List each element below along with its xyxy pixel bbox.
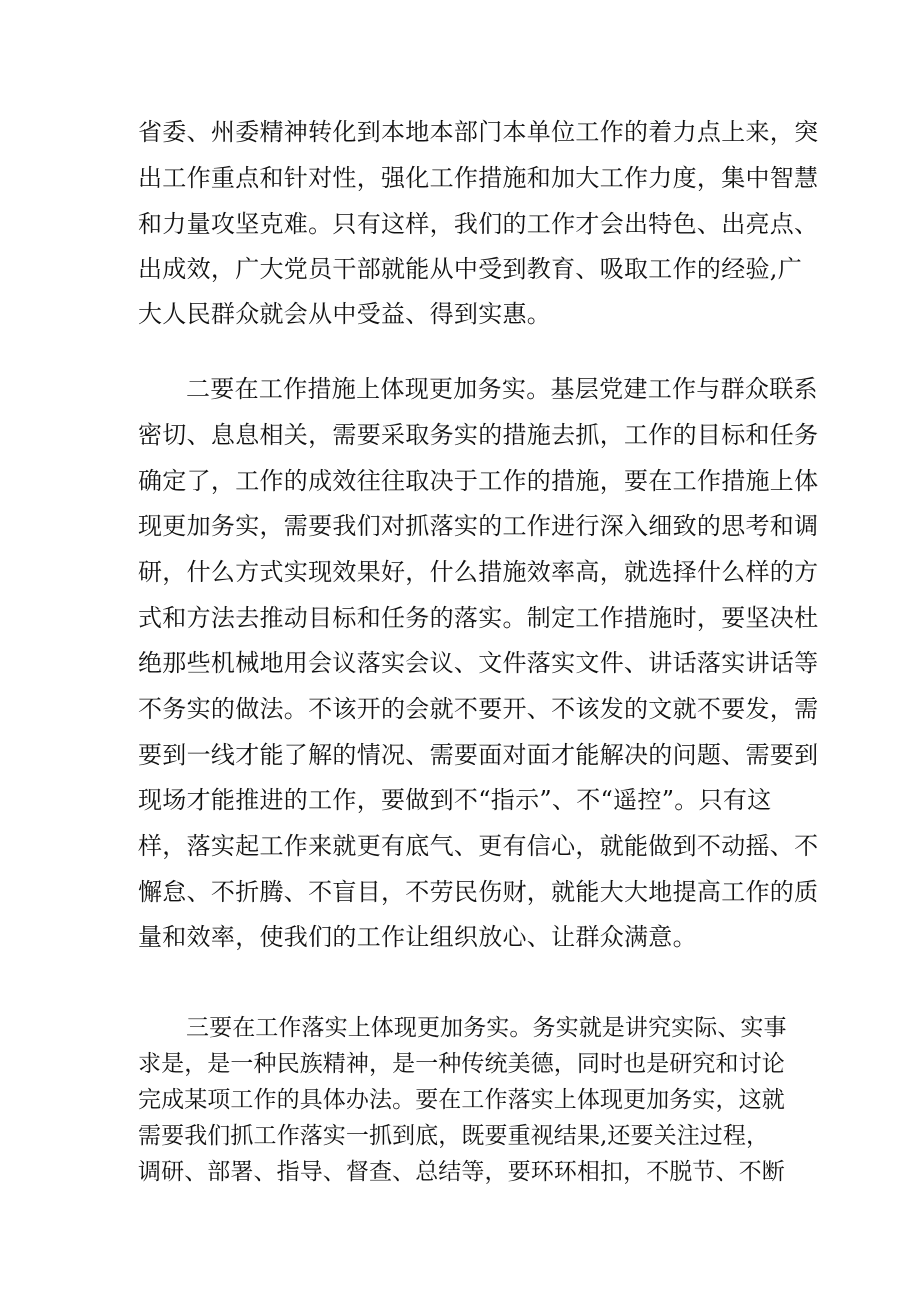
text-line: 懈怠、不折腾、不盲目，不劳民伤财，就能大大地提高工作的质 [138, 878, 819, 906]
text-line: 求是，是一种民族精神，是一种传统美德，同时也是研究和讨论 [138, 1051, 785, 1077]
text-line: 不务实的做法。不该开的会就不要开、不该发的文就不要发，需 [138, 695, 819, 723]
text-line: 出工作重点和针对性，强化工作措施和加大工作力度，集中智慧 [138, 164, 819, 192]
text-line: 现场才能推进的工作，要做到不“指示”、不“遥控”。只有这 [138, 786, 772, 814]
text-line: 出成效，广大党员干部就能从中受到教育、吸取工作的经验,广 [138, 255, 803, 283]
text-line: 要到一线才能了解的情况、需要面对面才能解决的问题、需要到 [138, 741, 819, 769]
text-line: 调研、部署、指导、督查、总结等，要环环相扣，不脱节、不断 [138, 1159, 785, 1185]
text-line: 完成某项工作的具体办法。要在工作落实上体现更加务实，这就 [138, 1087, 785, 1113]
text-line: 样，落实起工作来就更有底气、更有信心，就能做到不动摇、不 [138, 832, 819, 860]
text-line: 现更加务实，需要我们对抓落实的工作进行深入细致的思考和调 [138, 512, 819, 540]
text-line: 量和效率，使我们的工作让组织放心、让群众满意。 [138, 923, 697, 951]
text-line: 式和方法去推动目标和任务的落实。制定工作措施时，要坚决杜 [138, 604, 819, 632]
text-line: 省委、州委精神转化到本地本部门本单位工作的着力点上来，突 [138, 118, 819, 146]
text-line: 大人民群众就会从中受益、得到实惠。 [138, 300, 552, 328]
text-line: 绝那些机械地用会议落实会议、文件落实文件、讲话落实讲话等 [138, 649, 819, 677]
text-line: 和力量攻坚克难。只有这样，我们的工作才会出特色、出亮点、 [138, 210, 819, 238]
text-line: 二要在工作措施上体现更加务实。基层党建工作与群众联系 [186, 375, 818, 403]
text-line: 确定了，工作的成效往往取决于工作的措施，要在工作措施上体 [138, 467, 819, 495]
text-line: 研，什么方式实现效果好，什么措施效率高，就选择什么样的方 [138, 558, 819, 586]
text-line: 三要在工作落实上体现更加务实。务实就是讲究实际、实事 [186, 1015, 787, 1041]
text-line: 需要我们抓工作落实一抓到底，既要重视结果,还要关注过程， [138, 1123, 770, 1149]
text-line: 密切、息息相关，需要采取务实的措施去抓，工作的目标和任务 [138, 421, 819, 449]
